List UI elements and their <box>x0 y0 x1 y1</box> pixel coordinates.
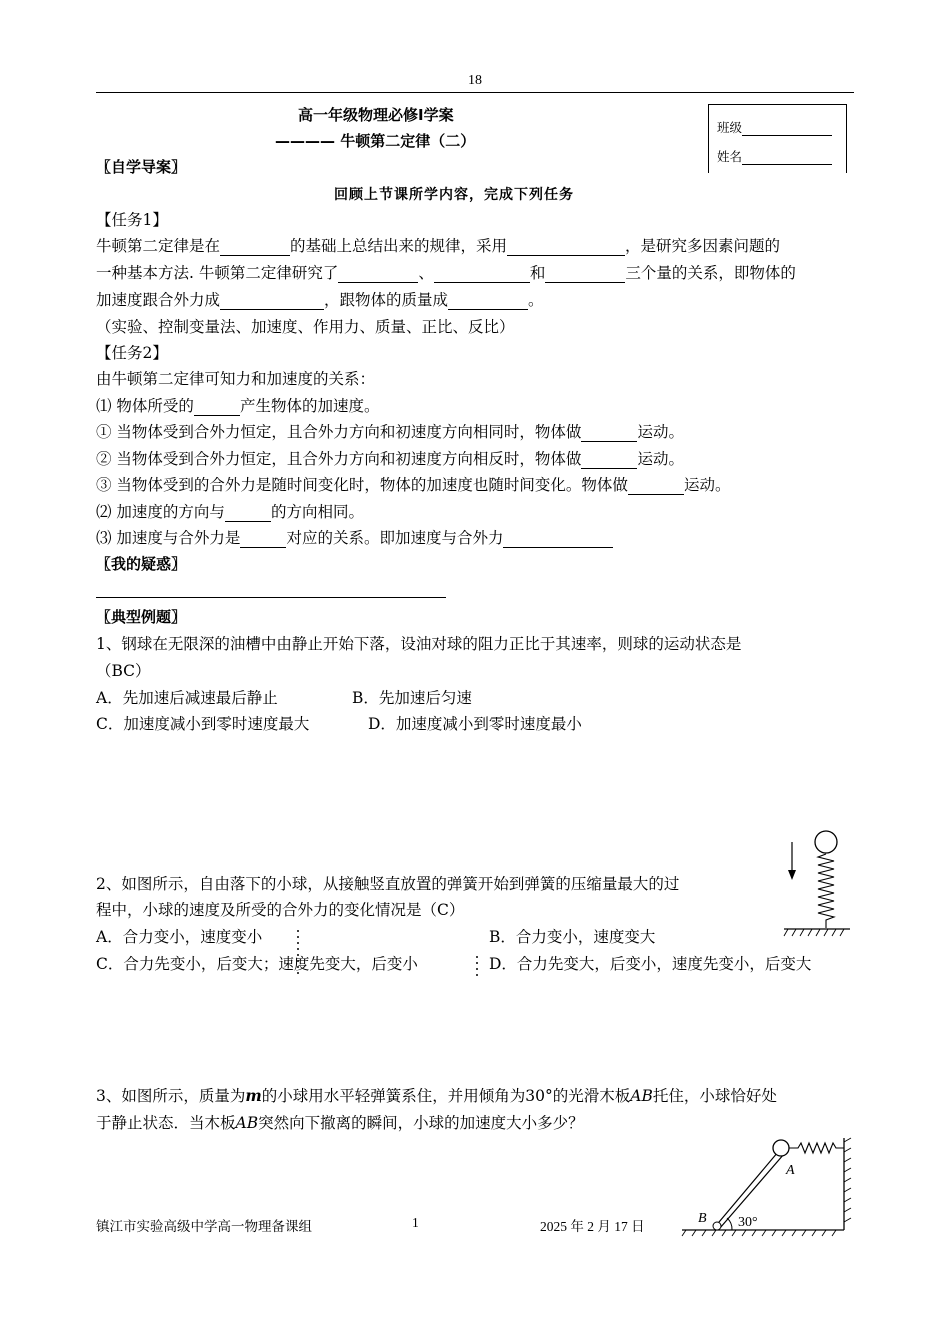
blank[interactable] <box>507 240 625 256</box>
task2-case3: ③ 当物体受到的合外力是随时间变化时，物体的加速度也随时间变化。物体做 运动。 <box>96 476 731 494</box>
blank[interactable] <box>581 426 637 442</box>
class-blank[interactable] <box>742 123 832 136</box>
blank[interactable] <box>448 294 528 310</box>
task1-hint: （实验、控制变量法、加速度、作用力、质量、正比、反比） <box>96 318 515 336</box>
review-instruction: 回顾上节课所学内容，完成下列任务 <box>334 187 574 203</box>
task1-line3: 加速度跟合外力成 ，跟物体的质量成 。 <box>96 291 544 309</box>
q1-stem-line1: 1、钢球在无限深的油槽中由静止开始下落，设油对球的阻力正比于其速率，则球的运动状态是 <box>96 635 742 653</box>
class-name-box <box>708 104 847 173</box>
blank[interactable] <box>338 267 418 283</box>
label-b: B <box>698 1211 707 1226</box>
ball <box>815 831 837 853</box>
task1-line2: 一种基本方法. 牛顿第二定律研究了 、 和 三个量的关系，即物体的 <box>96 264 796 282</box>
q3-stem-line1: 3、如图所示，质量为m的小球用水平轻弹簧系住，并用倾角为30°的光滑木板AB托住，小球恰好处 <box>96 1086 777 1105</box>
hinge <box>713 1222 721 1230</box>
q2-stem-line2: 程中，小球的速度及所受的合外力的变化情况是（C） <box>96 901 465 919</box>
spring <box>789 1143 844 1153</box>
blank[interactable] <box>225 506 271 522</box>
footer-school: 镇江市实验高级中学高一物理备课组 <box>96 1219 312 1234</box>
q1-stem-line2: （BC） <box>96 662 151 680</box>
blank[interactable] <box>240 532 286 548</box>
q1-option-c: C．加速度减小到零时速度最大 <box>96 715 310 733</box>
q3-stem-line2: 于静止状态．当木板AB突然向下撤离的瞬间，小球的加速度大小多少？ <box>96 1114 584 1132</box>
q1-option-b: B．先加速后匀速 <box>352 689 472 707</box>
q2-option-b: B．合力变小，速度变大 <box>489 928 656 946</box>
label-a: A <box>786 1163 795 1178</box>
q1-option-a: A．先加速后减速最后静止 <box>96 689 278 707</box>
down-arrow-icon <box>788 842 796 880</box>
footer-date: 2025 年 2 月 17 日 <box>540 1219 645 1234</box>
q1-option-d: D．加速度减小到零时速度最小 <box>368 715 582 733</box>
q2-dot-separator <box>475 956 479 986</box>
blank[interactable] <box>628 479 684 495</box>
spring <box>818 854 834 928</box>
name-blank[interactable] <box>742 152 832 165</box>
task1-heading: 【任务1】 <box>96 211 168 229</box>
q2-stem-line1: 2、如图所示，自由落下的小球，从接触竖直放置的弹簧开始到弹簧的压缩量最大的过 <box>96 875 680 893</box>
blank[interactable] <box>581 453 637 469</box>
q2-option-a: A．合力变小，速度变小 <box>96 928 263 946</box>
doc-subtitle: ———— 牛顿第二定律（二） <box>275 132 476 150</box>
spring-ball-figure <box>782 828 852 940</box>
task2-case1: ① 当物体受到合外力恒定，且合外力方向和初速度方向相同时，物体做 运动。 <box>96 423 684 441</box>
blank[interactable] <box>545 267 625 283</box>
task2-point3: ⑶ 加速度与合外力是 对应的关系。即加速度与合外力 <box>96 526 613 548</box>
examples-heading: 〖典型例题〗 <box>96 608 187 626</box>
doc-title: 高一年级物理必修Ⅰ学案 <box>298 106 454 124</box>
blank[interactable] <box>503 532 613 548</box>
ball <box>773 1140 789 1156</box>
blank[interactable] <box>220 294 324 310</box>
incline-spring-figure <box>680 1134 855 1238</box>
q2-option-d: D．合力先变大，后变小，速度先变小，后变大 <box>489 955 812 973</box>
blank[interactable] <box>220 240 290 256</box>
label-angle: 30° <box>738 1215 758 1230</box>
task1-line1: 牛顿第二定律是在 的基础上总结出来的规律，采用 ，是研究多因素问题的 <box>96 237 781 255</box>
page-number: 18 <box>468 73 482 88</box>
task2-point1: ⑴ 物体所受的 产生物体的加速度。 <box>96 397 380 415</box>
footer-page: 1 <box>412 1215 419 1230</box>
blank[interactable] <box>194 400 240 416</box>
task2-heading: 【任务2】 <box>96 344 168 362</box>
blank[interactable] <box>434 267 530 283</box>
name-label: 姓名 <box>717 149 743 164</box>
task2-intro: 由牛顿第二定律可知力和加速度的关系： <box>96 370 376 388</box>
class-label: 班级 <box>717 120 743 135</box>
task2-point2: ⑵ 加速度的方向与 的方向相同。 <box>96 503 364 521</box>
doubts-heading: 〖我的疑惑〗 <box>96 555 187 573</box>
q2-option-c: C．合力先变小，后变大；速度先变大，后变小 <box>96 955 418 973</box>
self-study-heading: 〖自学导案〗 <box>96 158 187 176</box>
header-rule <box>96 92 854 93</box>
q2-dot-separator <box>296 930 300 980</box>
doubts-answer-line[interactable] <box>96 597 446 598</box>
task2-case2: ② 当物体受到合外力恒定，且合外力方向和初速度方向相反时，物体做 运动。 <box>96 450 684 468</box>
